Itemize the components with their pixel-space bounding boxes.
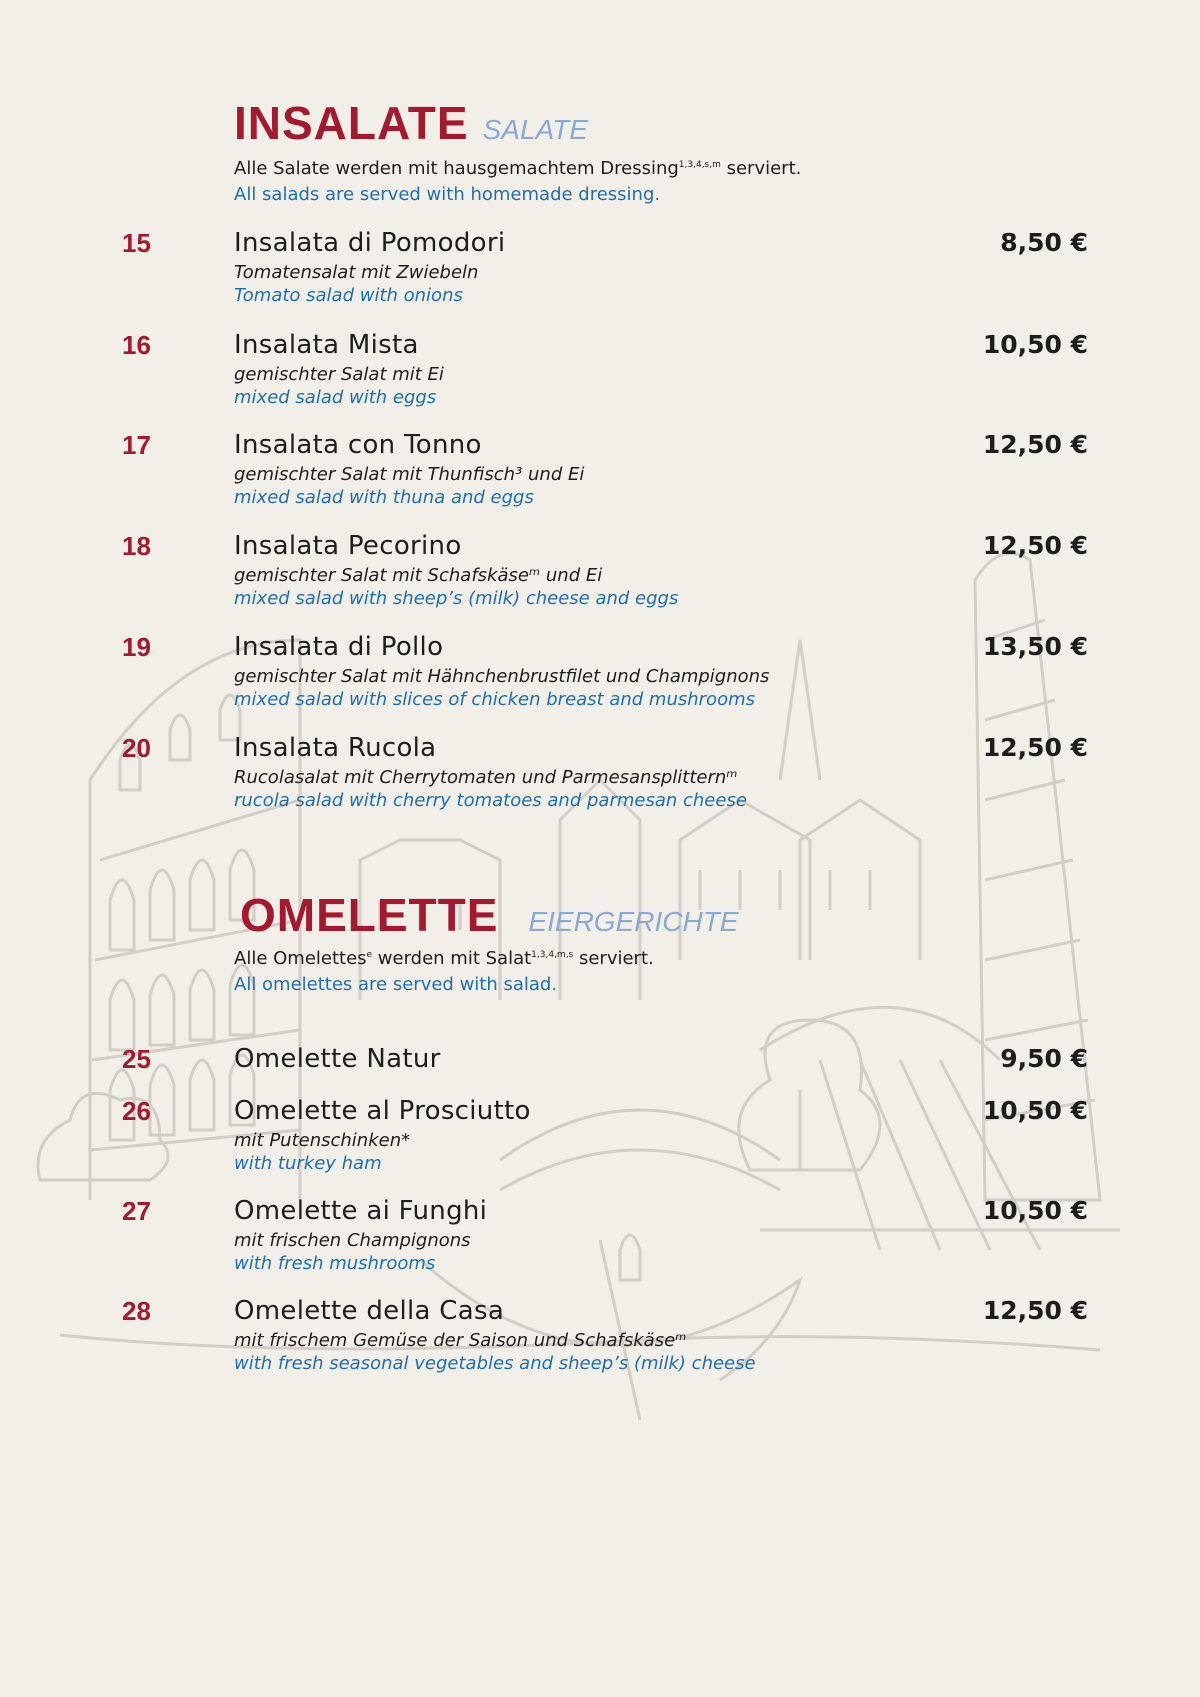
item-name: Omelette al Prosciutto bbox=[234, 1096, 531, 1126]
item-name: Insalata Mista bbox=[234, 330, 419, 360]
item-number: 25 bbox=[122, 1044, 151, 1074]
item-description-de: gemischter Salat mit Ei bbox=[234, 364, 444, 385]
item-name: Omelette della Casa bbox=[234, 1296, 505, 1326]
item-name: Omelette ai Funghi bbox=[234, 1196, 488, 1226]
item-description-de: gemischter Salat mit Thunfisch³ und Ei bbox=[234, 464, 585, 485]
omelettes-intro bbox=[234, 946, 654, 998]
item-number: 27 bbox=[122, 1196, 151, 1226]
item-price: 8,50 € bbox=[1000, 228, 1088, 257]
salads-intro-en: All salads are served with homemade dressing. bbox=[234, 184, 661, 205]
item-number: 18 bbox=[122, 531, 151, 561]
omelettes-intro-de: Alle Omelettes$^e$ werden mit Salat$^{1,3,4,m,s}$ serviert. bbox=[234, 948, 654, 969]
item-description-de: mit frischen Champignons bbox=[234, 1230, 471, 1251]
omelettes-title: OMELETTE bbox=[240, 889, 499, 941]
item-description-en: Tomato salad with onions bbox=[234, 285, 463, 306]
salads-intro-de: Alle Salate werden mit hausgemachtem Dressing$^{1,3,4,s,m}$ serviert. bbox=[234, 158, 802, 179]
item-description-en: mixed salad with slices of chicken breast and mushrooms bbox=[234, 689, 755, 710]
item-description-de: mit Putenschinken* bbox=[234, 1130, 411, 1151]
salads-subtitle: SALATE bbox=[482, 114, 588, 145]
item-number: 20 bbox=[122, 733, 151, 763]
item-price: 9,50 € bbox=[1000, 1044, 1088, 1073]
item-name: Insalata con Tonno bbox=[234, 430, 482, 460]
item-description-en: mixed salad with eggs bbox=[234, 387, 437, 408]
item-description-de: Tomatensalat mit Zwiebeln bbox=[234, 262, 479, 283]
item-number: 17 bbox=[122, 430, 151, 460]
item-description-de: gemischter Salat mit Schafskäseᵐ und Ei bbox=[234, 565, 603, 586]
item-description-en: mixed salad with sheep’s (milk) cheese and eggs bbox=[234, 588, 679, 609]
item-name: Insalata Pecorino bbox=[234, 531, 462, 561]
item-price: 10,50 € bbox=[982, 1196, 1088, 1225]
item-price: 12,50 € bbox=[982, 531, 1088, 560]
item-number: 15 bbox=[122, 228, 151, 258]
item-price: 13,50 € bbox=[982, 632, 1088, 661]
item-name: Omelette Natur bbox=[234, 1044, 441, 1074]
item-description-en: with fresh seasonal vegetables and sheep’s (milk) cheese bbox=[234, 1353, 756, 1374]
item-number: 26 bbox=[122, 1096, 151, 1126]
item-price: 10,50 € bbox=[982, 330, 1088, 359]
item-number: 16 bbox=[122, 330, 151, 360]
item-description-en: with fresh mushrooms bbox=[234, 1253, 436, 1274]
item-name: Insalata di Pomodori bbox=[234, 228, 506, 258]
item-number: 19 bbox=[122, 632, 151, 662]
item-description-de: gemischter Salat mit Hähnchenbrustfilet und Champignons bbox=[234, 666, 770, 687]
item-description-de: Rucolasalat mit Cherrytomaten und Parmesansplitternᵐ bbox=[234, 767, 738, 788]
item-price: 12,50 € bbox=[982, 1296, 1088, 1325]
item-price: 12,50 € bbox=[982, 733, 1088, 762]
item-number: 28 bbox=[122, 1296, 151, 1326]
omelettes-subtitle: EIERGERICHTE bbox=[528, 906, 739, 937]
salads-intro bbox=[234, 156, 801, 208]
item-description-de: mit frischem Gemüse der Saison und Schafskäseᵐ bbox=[234, 1330, 687, 1351]
item-name: Insalata Rucola bbox=[234, 733, 437, 763]
item-description-en: rucola salad with cherry tomatoes and parmesan cheese bbox=[234, 790, 747, 811]
item-description-en: with turkey ham bbox=[234, 1153, 382, 1174]
item-name: Insalata di Pollo bbox=[234, 632, 444, 662]
item-price: 10,50 € bbox=[982, 1096, 1088, 1125]
item-price: 12,50 € bbox=[982, 430, 1088, 459]
omelettes-intro-en: All omelettes are served with salad. bbox=[234, 974, 558, 995]
item-description-en: mixed salad with thuna and eggs bbox=[234, 487, 534, 508]
salads-heading bbox=[234, 96, 588, 150]
omelettes-heading bbox=[240, 888, 738, 942]
salads-title: INSALATE bbox=[234, 97, 469, 149]
